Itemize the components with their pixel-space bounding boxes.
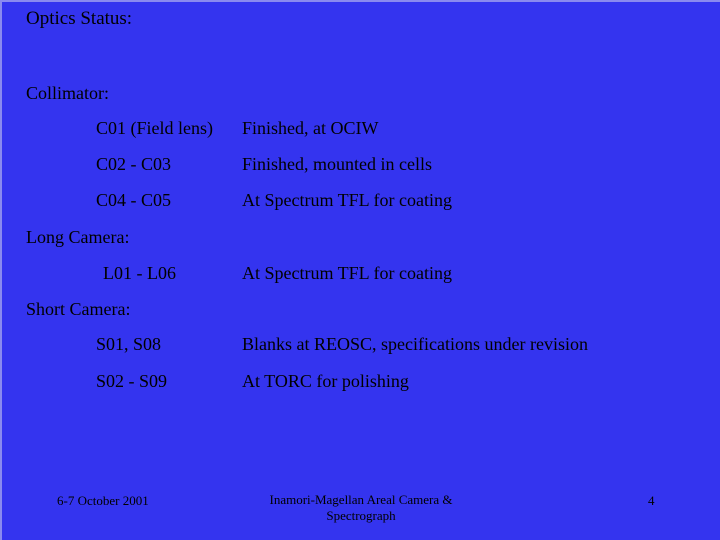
footer-deck-title bbox=[210, 492, 512, 524]
section-heading-collimator: Collimator: bbox=[26, 83, 109, 103]
footer-deck-title-line1: Inamori-Magellan Areal Camera & bbox=[269, 492, 453, 507]
item-status: Finished, mounted in cells bbox=[242, 154, 432, 174]
item-label: S02 - S09 bbox=[96, 371, 168, 391]
footer-date: 6-7 October 2001 bbox=[57, 493, 149, 508]
slide-number: 4 bbox=[648, 493, 655, 508]
item-status: At Spectrum TFL for coating bbox=[242, 190, 452, 210]
item-status: Finished, at OCIW bbox=[242, 118, 379, 138]
item-label: C02 - C03 bbox=[96, 154, 172, 174]
item-label: S01, S08 bbox=[96, 334, 162, 354]
footer-deck-title-line2: Spectrograph bbox=[326, 508, 396, 523]
section-heading-long-camera: Long Camera: bbox=[26, 227, 130, 247]
section-heading-short-camera: Short Camera: bbox=[26, 299, 131, 319]
slide-title: Optics Status: bbox=[26, 8, 133, 29]
item-status: Blanks at REOSC, specifications under revision bbox=[242, 334, 588, 354]
item-status: At TORC for polishing bbox=[242, 371, 409, 391]
item-status: At Spectrum TFL for coating bbox=[242, 263, 452, 283]
item-label: C01 (Field lens) bbox=[96, 118, 213, 138]
item-label: L01 - L06 bbox=[103, 263, 176, 283]
item-label: C04 - C05 bbox=[96, 190, 172, 210]
